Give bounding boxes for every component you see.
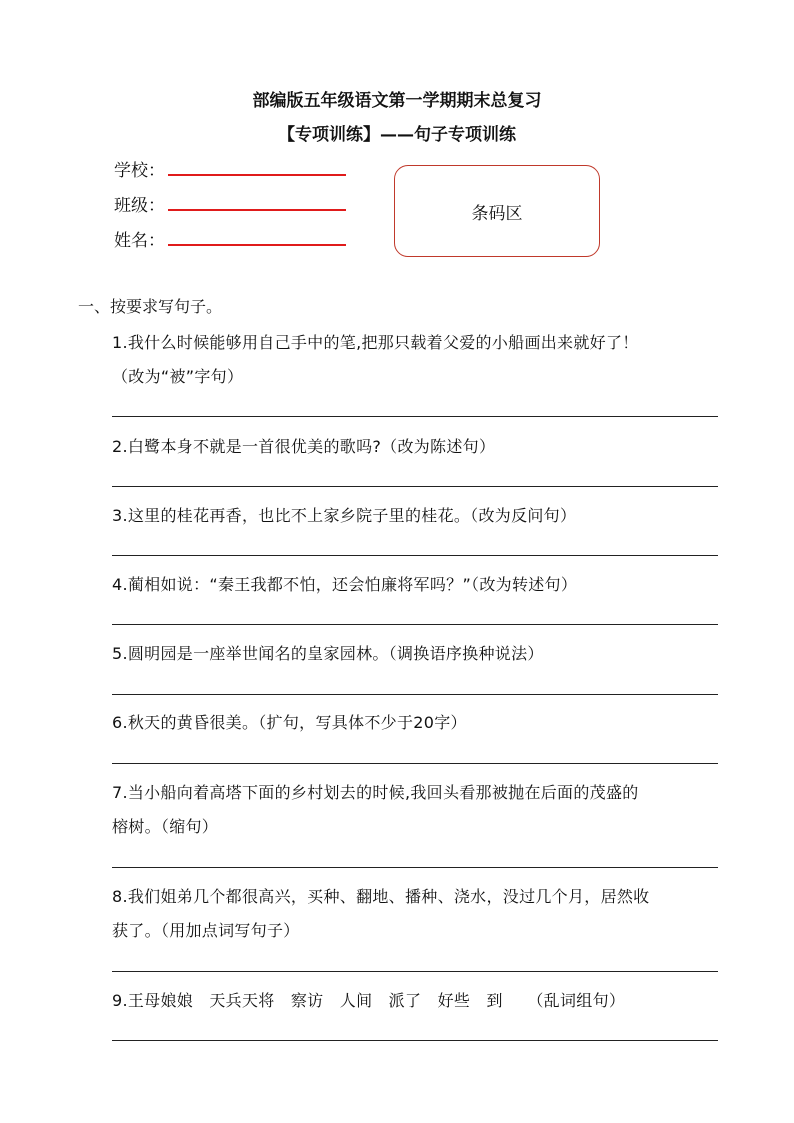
question-3: 3.这里的桂花再香，也比不上家乡院子里的桂花。（改为反问句）	[112, 506, 577, 525]
class-label: 班级：	[114, 196, 165, 216]
question-7-line-2: 榕树。（缩句）	[112, 817, 219, 836]
question-2: 2.白鹭本身不就是一首很优美的歌吗?（改为陈述句）	[112, 437, 496, 456]
barcode-area	[394, 165, 600, 257]
name-input-line[interactable]	[168, 244, 346, 246]
question-7-line-1: 7.当小船向着高塔下面的乡村划去的时候,我回头看那被抛在后面的茂盛的	[112, 783, 639, 802]
name-label: 姓名：	[114, 231, 165, 251]
question-4: 4.蔺相如说：“秦王我都不怕，还会怕廉将军吗？”（改为转述句）	[112, 575, 578, 594]
barcode-label: 条码区	[471, 203, 523, 224]
answer-line-4[interactable]	[112, 624, 718, 625]
answer-line-5[interactable]	[112, 694, 718, 695]
class-input-line[interactable]	[168, 209, 346, 211]
answer-line-3[interactable]	[112, 555, 718, 556]
answer-line-2[interactable]	[112, 486, 718, 487]
school-input-line[interactable]	[168, 174, 346, 176]
question-6: 6.秋天的黄昏很美。（扩句，写具体不少于20字）	[112, 713, 467, 732]
question-8-line-2: 获了。（用加点词写句子）	[112, 921, 300, 940]
section-heading: 一、按要求写句子。	[78, 297, 223, 316]
question-1-line-2: （改为“被”字句）	[112, 367, 244, 386]
answer-line-1[interactable]	[112, 416, 718, 417]
answer-line-7[interactable]	[112, 867, 718, 868]
question-5: 5.圆明园是一座举世闻名的皇家园林。（调换语序换种说法）	[112, 644, 544, 663]
page-subtitle: 【专项训练】——句子专项训练	[278, 125, 516, 145]
answer-line-9[interactable]	[112, 1040, 718, 1041]
school-label: 学校：	[114, 161, 165, 181]
answer-line-8[interactable]	[112, 971, 718, 972]
question-9: 9.王母娘娘 天兵天将 察访 人间 派了 好些 到 （乱词组句）	[112, 991, 626, 1010]
question-1-line-1: 1.我什么时候能够用自己手中的笔,把那只载着父爱的小船画出来就好了！	[112, 333, 639, 352]
answer-line-6[interactable]	[112, 763, 718, 764]
page-title: 部编版五年级语文第一学期期末总复习	[252, 91, 542, 111]
question-8-line-1: 8.我们姐弟几个都很高兴，买种、翻地、播种、浇水，没过几个月，居然收	[112, 887, 650, 906]
